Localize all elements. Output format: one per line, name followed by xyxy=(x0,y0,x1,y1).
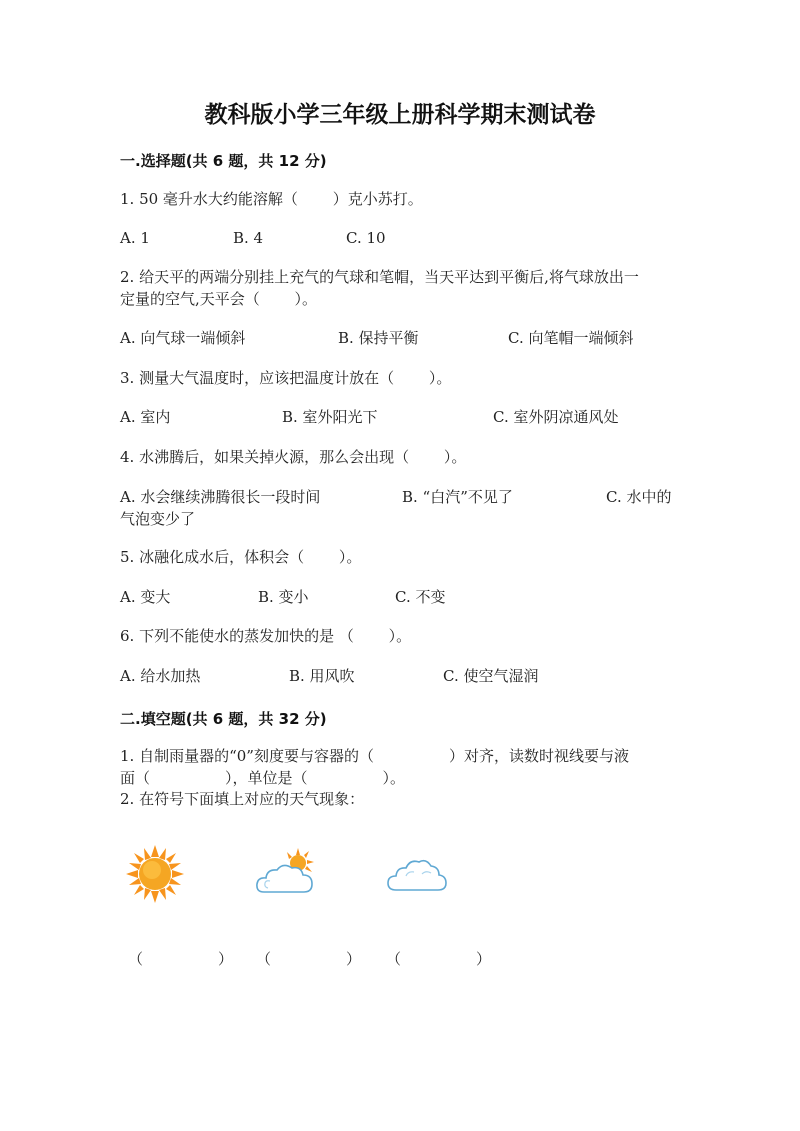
page-title: 教科版小学三年级上册科学期末测试卷 xyxy=(204,102,596,128)
question-2-line1: 2. 给天平的两端分别挂上充气的气球和笔帽，当天平达到平衡后,将气球放出一 xyxy=(120,268,639,286)
weather-answer-blank-1[interactable]: （ ） xyxy=(128,950,234,968)
q3-option-c: C. 室外阴凉通风处 xyxy=(493,408,619,426)
sun-icon xyxy=(124,843,186,905)
question-6: 6. 下列不能使水的蒸发加快的是 （ ）。 xyxy=(120,627,412,645)
question-3: 3. 测量大气温度时，应该把温度计放在（ ）。 xyxy=(120,369,452,387)
q6-option-a: A. 给水加热 xyxy=(120,667,201,685)
question-1: 1. 50 毫升水大约能溶解（ ）克小苏打。 xyxy=(120,190,423,208)
q2-option-b: B. 保持平衡 xyxy=(338,329,419,347)
question-4: 4. 水沸腾后，如果关掉火源，那么会出现（ ）。 xyxy=(120,448,467,466)
q2-option-c: C. 向笔帽一端倾斜 xyxy=(508,329,634,347)
q1-option-c: C. 10 xyxy=(346,229,386,247)
q1-option-b: B. 4 xyxy=(233,229,264,247)
q3-option-a: A. 室内 xyxy=(120,408,171,426)
q4-option-b: B. “白汽”不见了 xyxy=(402,488,513,506)
weather-answer-blank-3[interactable]: （ ） xyxy=(386,950,492,968)
question-2-line2: 定量的空气,天平会（ ）。 xyxy=(120,290,318,308)
partly-cloudy-icon xyxy=(254,848,320,900)
fill-question-1-line1: 1. 自制雨量器的“0”刻度要与容器的（ ）对齐，读数时视线要与液 xyxy=(120,747,629,765)
q6-option-b: B. 用风吹 xyxy=(289,667,355,685)
q5-option-c: C. 不变 xyxy=(395,588,446,606)
q4-option-c-continued: 气泡变少了 xyxy=(120,510,196,528)
cloudy-icon xyxy=(386,854,448,894)
q5-option-a: A. 变大 xyxy=(120,588,171,606)
question-5: 5. 冰融化成水后，体积会（ ）。 xyxy=(120,548,362,566)
q1-option-a: A. 1 xyxy=(120,229,150,247)
section-heading-fill: 二.填空题(共 6 题，共 32 分) xyxy=(120,710,327,728)
q4-option-c: C. 水中的 xyxy=(606,488,672,506)
weather-answer-blank-2[interactable]: （ ） xyxy=(256,950,362,968)
section-heading-choice: 一.选择题(共 6 题，共 12 分) xyxy=(120,152,327,170)
fill-question-2: 2. 在符号下面填上对应的天气现象： xyxy=(120,790,365,808)
fill-question-1-line2: 面（ ），单位是（ ）。 xyxy=(120,769,406,787)
q6-option-c: C. 使空气湿润 xyxy=(443,667,539,685)
q3-option-b: B. 室外阳光下 xyxy=(282,408,378,426)
q4-option-a: A. 水会继续沸腾很长一段时间 xyxy=(120,488,321,506)
q5-option-b: B. 变小 xyxy=(258,588,309,606)
q2-option-a: A. 向气球一端倾斜 xyxy=(120,329,246,347)
